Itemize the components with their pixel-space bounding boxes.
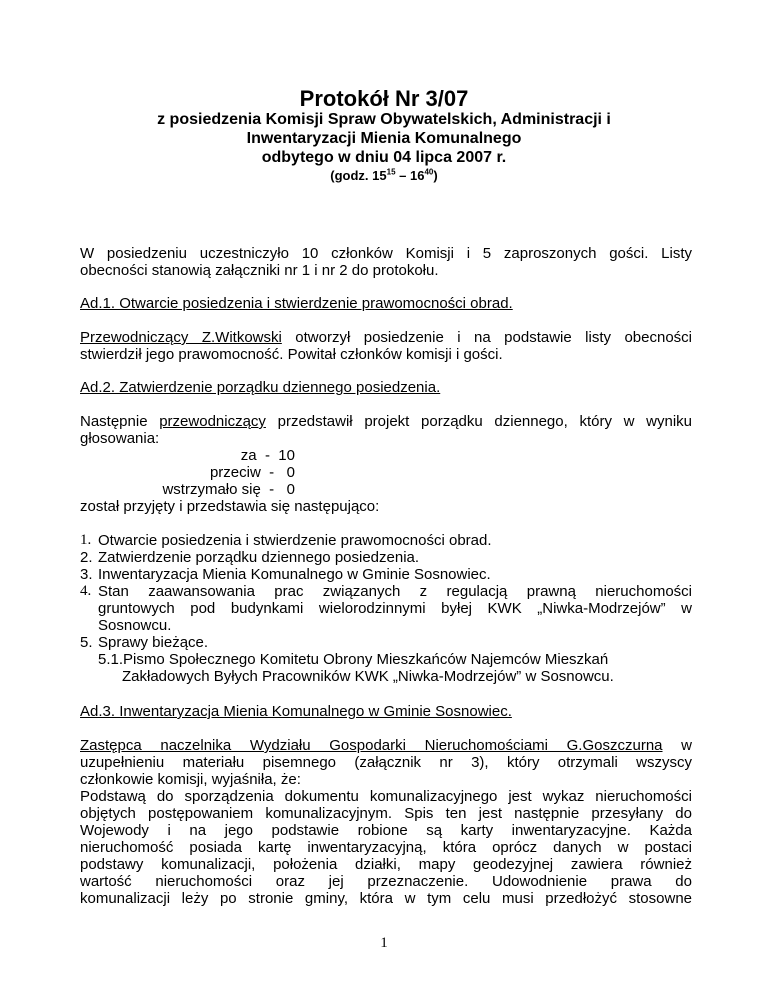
- vote-abstain: wstrzymało się - 0: [162, 481, 295, 498]
- ad2-line: [80, 413, 692, 430]
- time-end-hour: – 16: [395, 168, 425, 183]
- agenda-item-number: 2.: [80, 549, 93, 566]
- ad3-line: uzupełnieniu materiału pisemnego (załącznik nr 3), który otrzymali wszyscy: [80, 754, 692, 771]
- vote-results: [80, 447, 295, 498]
- agenda-item-number: 5.: [80, 634, 93, 651]
- subtitle-line: odbytego w dniu 04 lipca 2007 r.: [261, 149, 507, 166]
- time-close: ): [433, 168, 438, 183]
- intro-paragraph: [80, 245, 692, 279]
- ad3-line: [80, 737, 692, 754]
- agenda-item-text: Otwarcie posiedzenia i stwierdzenie prawomocności obrad.: [98, 532, 492, 549]
- ad2-line1-text: przedstawił projekt porządku dziennego, który w wyniku: [265, 413, 692, 430]
- ad1-line1-text: otworzył posiedzenie i na podstawie listy obecności: [281, 329, 692, 346]
- agenda-item: [80, 566, 692, 583]
- agenda-item-number: 3.: [80, 566, 93, 583]
- document-title: Protokół Nr 3/07: [299, 86, 469, 111]
- agenda-subitem: 5.1.Pismo Społecznego Komitetu Obrony Mieszkańców Najemców Mieszkań: [98, 651, 609, 668]
- agenda-item: [80, 583, 692, 634]
- agenda-item-text: Inwentaryzacja Mienia Komunalnego w Gminie Sosnowiec.: [98, 566, 491, 583]
- ad3-line: objętych postępowaniem komunalizacyjnym. Spis ten jest następnie przesyłany do: [80, 805, 692, 822]
- ad3-paragraph: [80, 737, 692, 907]
- agenda-item: [80, 532, 692, 549]
- ad1-line: stwierdził jego prawomocność. Powitał członków komisji i gości.: [80, 346, 503, 363]
- agenda-item-text: Sosnowcu.: [98, 617, 172, 634]
- ad3-line: członkowie komisji, wyjaśniła, że:: [80, 771, 301, 788]
- agenda-item-text: Zatwierdzenie porządku dziennego posiedzenia.: [98, 549, 420, 566]
- agenda-item-number: 4.: [80, 583, 92, 599]
- section-heading-ad3: Ad.3. Inwentaryzacja Mienia Komunalnego w Gminie Sosnowiec.: [80, 703, 512, 720]
- ad2-after-line: został przyjęty i przedstawia się następująco:: [80, 498, 380, 515]
- ad3-line: nieruchomość posiada kartę inwentaryzacyjną, która oprócz danych w postaci: [80, 839, 692, 856]
- agenda-list: [80, 532, 692, 685]
- ad3-line: komunalizacji leży po stronie gminy, która w tym celu musi przedłożyć stosowne: [80, 890, 692, 907]
- document-subtitle: [0, 110, 768, 167]
- ad3-speaker: Zastępca naczelnika Wydziału Gospodarki Nieruchomościami G.Goszczurna: [80, 737, 663, 754]
- vote-against: przeciw - 0: [209, 464, 295, 481]
- agenda-subitem: Zakładowych Byłych Pracowników KWK „Niwka-Modrzejów” w Sosnowcu.: [122, 668, 614, 685]
- ad2-paragraph: [80, 413, 692, 447]
- ad2-after: [80, 498, 692, 515]
- ad2-line: głosowania:: [80, 430, 160, 447]
- subtitle-line: Inwentaryzacji Mienia Komunalnego: [246, 130, 522, 147]
- ad3-line: wartość nieruchomości oraz jej przeznaczenie. Udowodnienie prawa do: [80, 873, 692, 890]
- subtitle-line: z posiedzenia Komisji Spraw Obywatelskich, Administracji i: [157, 111, 611, 128]
- ad3-line: Wojewody i na jego podstawie robione są karty inwentaryzacyjne. Każda: [80, 822, 692, 839]
- intro-line: obecności stanowią załączniki nr 1 i nr 2 do protokołu.: [80, 262, 439, 279]
- agenda-item-text: gruntowych pod budynkami wielorodzinnymi byłej KWK „Niwka-Modrzejów” w: [98, 600, 692, 617]
- time-start-minutes: 15: [386, 167, 396, 177]
- ad1-line: [80, 329, 692, 346]
- ad3-line: podstawy komunalizacji, położenia działki, mapy geodezyjnej zawiera również: [80, 856, 692, 873]
- agenda-item-text: Sprawy bieżące.: [98, 634, 209, 651]
- section-heading-ad2: Ad.2. Zatwierdzenie porządku dziennego posiedzenia.: [80, 379, 441, 396]
- section-heading-ad1: Ad.1. Otwarcie posiedzenia i stwierdzenie prawomocności obrad.: [80, 295, 513, 312]
- intro-line: W posiedzeniu uczestniczyło 10 członków Komisji i 5 zaproszonych gości. Listy: [80, 245, 692, 262]
- ad3-line: Podstawą do sporządzenia dokumentu komunalizacyjnego jest wykaz nieruchomości: [80, 788, 692, 805]
- agenda-item-text: Stan zaawansowania prac związanych z regulacją prawną nieruchomości: [98, 583, 692, 600]
- ad2-speaker: przewodniczący: [159, 413, 266, 430]
- vote-for: za - 10: [240, 447, 295, 464]
- agenda-item: [80, 549, 692, 566]
- ad2-line1-pre: Następnie: [80, 413, 160, 430]
- agenda-item-number: 1.: [80, 532, 92, 548]
- meeting-time: [0, 168, 768, 183]
- agenda-item: [80, 634, 692, 651]
- time-start-hour: (godz. 15: [330, 168, 387, 183]
- ad1-paragraph: [80, 329, 692, 363]
- ad3-line1-text: w: [662, 737, 693, 754]
- page-number: 1: [380, 935, 388, 951]
- time-end-minutes: 40: [424, 167, 434, 177]
- ad1-speaker: Przewodniczący Z.Witkowski: [80, 329, 282, 346]
